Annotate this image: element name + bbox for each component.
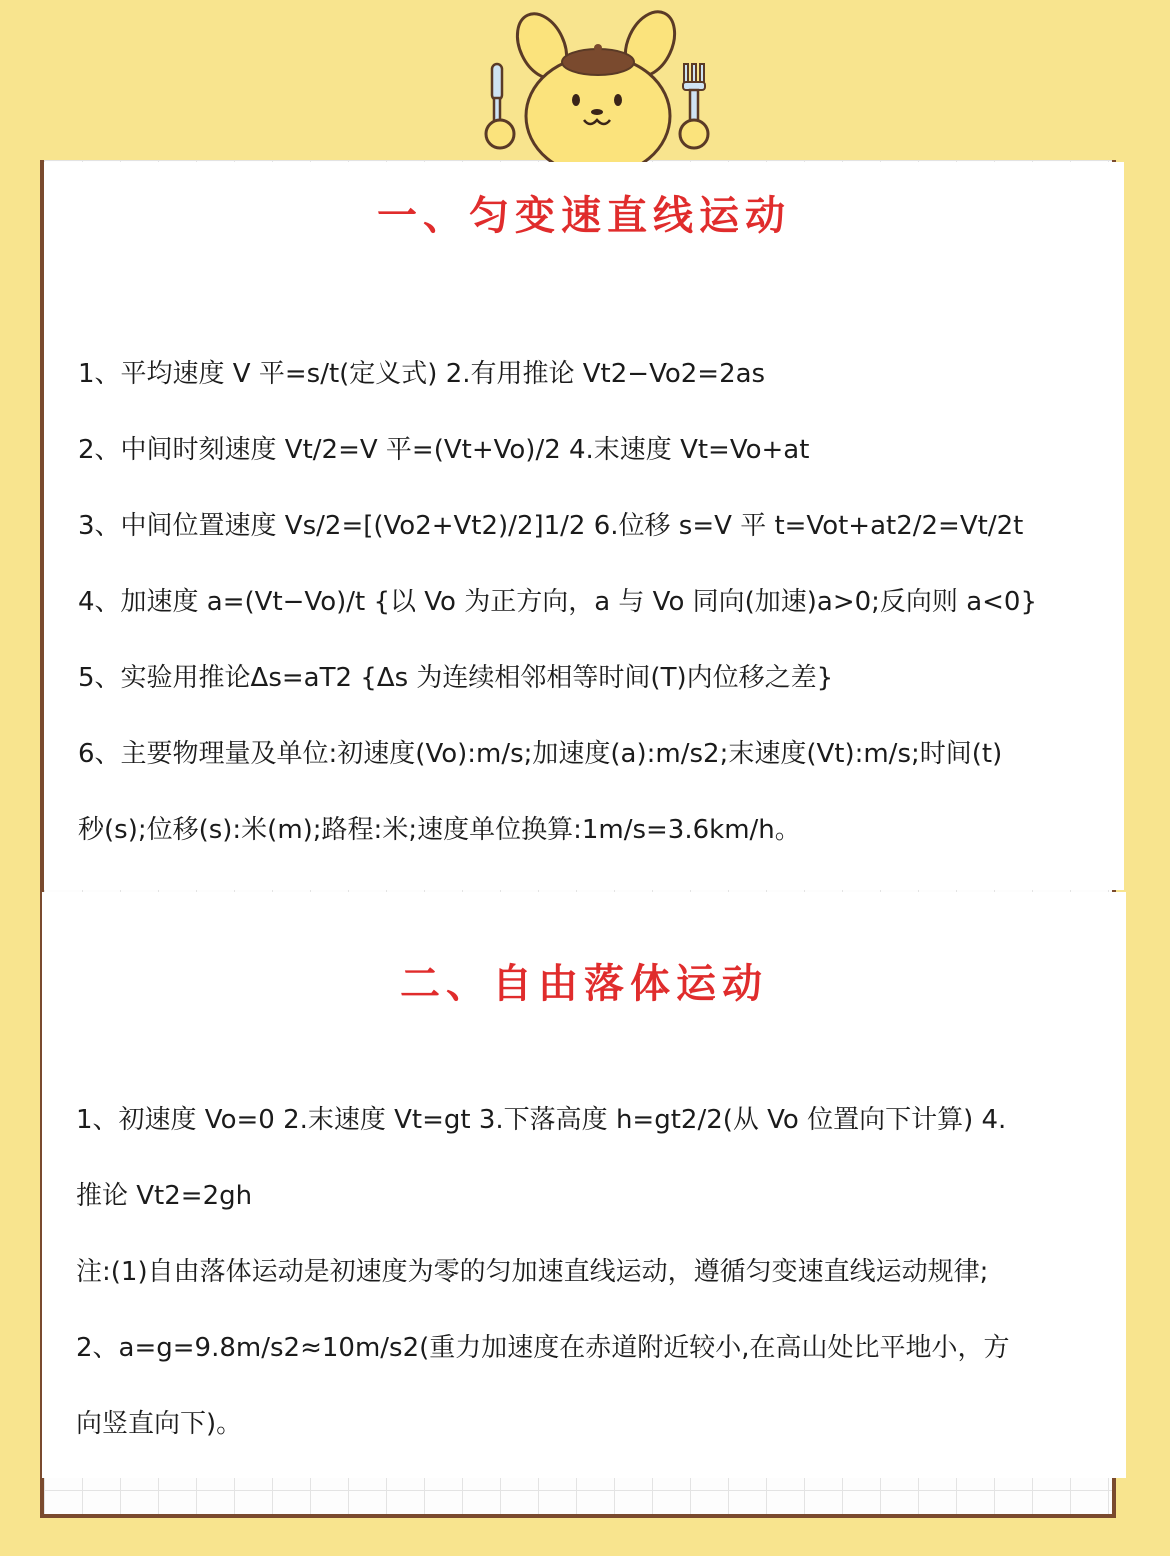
text-line: 1、初速度 Vo=0 2.末速度 Vt=gt 3.下落高度 h=gt2/2(从 Vo 位置向下计算) 4. <box>76 1105 1007 1135</box>
text-line: 2、a=g=9.8m/s2≈10m/s2(重力加速度在赤道附近较小,在高山处比平地小，方 <box>76 1333 1010 1363</box>
section-title: 二、自由落体运动 <box>400 961 768 1007</box>
text-line: 秒(s);位移(s):米(m);路程:米;速度单位换算:1m/s=3.6km/h。 <box>78 815 801 845</box>
text-line: 2、中间时刻速度 Vt/2=V 平=(Vt+Vo)/2 4.末速度 Vt=Vo+at <box>78 435 810 465</box>
text-line: 1、平均速度 V 平=s/t(定义式) 2.有用推论 Vt2−Vo2=2as <box>78 359 766 389</box>
text-line: 5、实验用推论Δs=aT2 {Δs 为连续相邻相等时间(T)内位移之差} <box>78 663 834 693</box>
section-content <box>76 1082 1106 1462</box>
section-title: 一、匀变速直线运动 <box>377 193 791 239</box>
pompompurin-mascot-icon <box>470 6 730 166</box>
text-line: 3、中间位置速度 Vs/2=[(Vo2+Vt2)/2]1/2 6.位移 s=V 平 t=Vot+at2/2=Vt/2t <box>78 511 1024 541</box>
text-line: 推论 Vt2=2gh <box>76 1181 253 1211</box>
text-line: 注:(1)自由落体运动是初速度为零的匀加速直线运动，遵循匀变速直线运动规律; <box>76 1257 989 1287</box>
section-card-free-fall <box>42 892 1126 1478</box>
text-line: 4、加速度 a=(Vt−Vo)/t {以 Vo 为正方向，a 与 Vo 同向(加速)a>0;反向则 a<0} <box>78 587 1037 617</box>
section-content <box>78 336 1104 868</box>
text-line: 6、主要物理量及单位:初速度(Vo):m/s;加速度(a):m/s2;末速度(Vt):m/s;时间(t) <box>78 739 1003 769</box>
text-line: 向竖直向下)。 <box>76 1409 243 1439</box>
section-card-uniform-motion <box>44 162 1124 890</box>
